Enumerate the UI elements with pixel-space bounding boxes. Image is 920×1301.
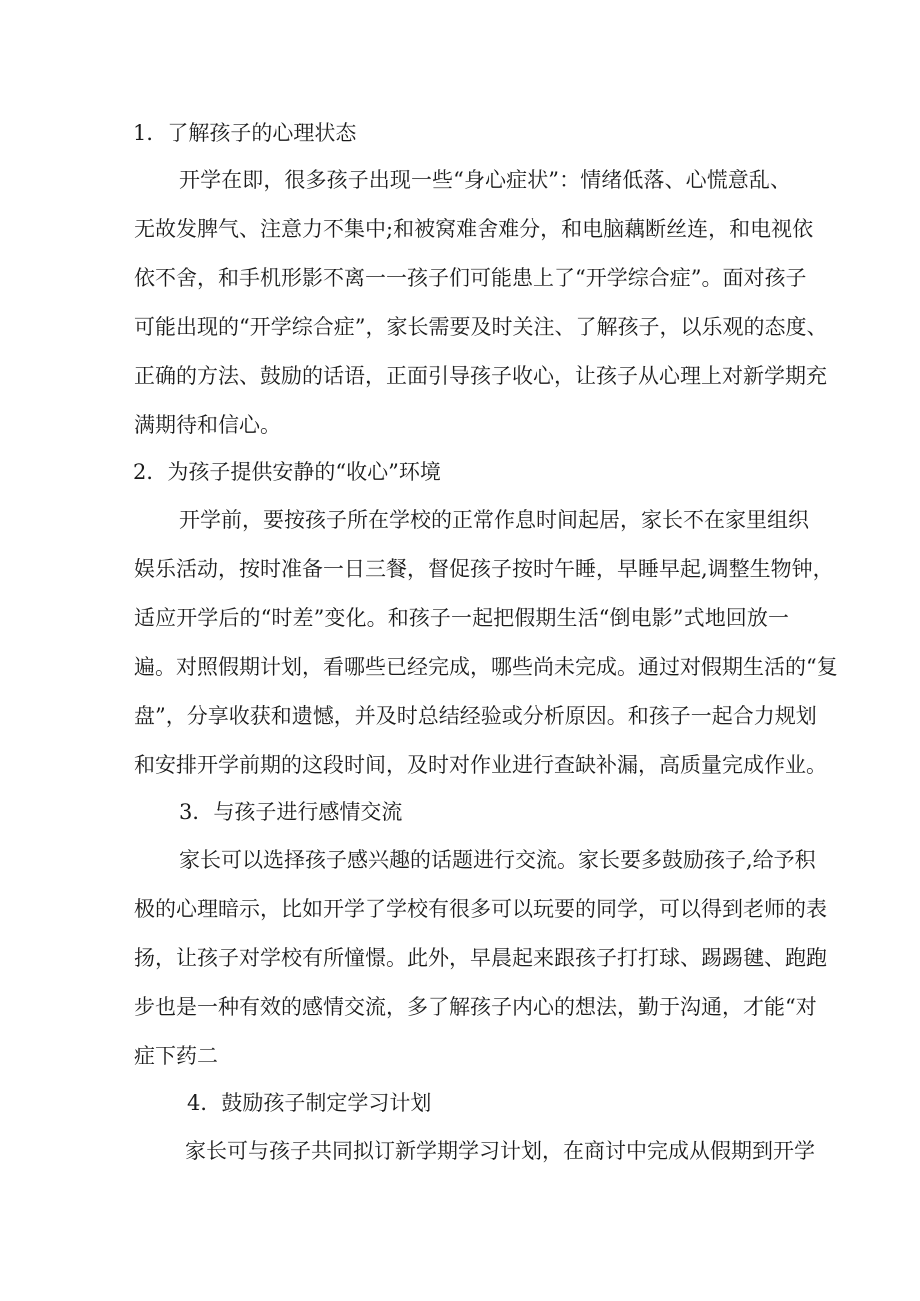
section-2-line-1: 开学前，要按孩子所在学校的正常作息时间起居，家长不在家里组织 xyxy=(179,508,809,532)
section-2-line-3: 适应开学后的“时差”变化。和孩子一起把假期生活“倒电影”式地回放一 xyxy=(134,606,789,630)
section-2-line-5: 盘”，分享收获和遗憾，并及时总结经验或分析原因。和孩子一起合力规划 xyxy=(134,704,817,728)
section-1-line-1: 开学在即，很多孩子出现一些“身心症状”：情绪低落、心慌意乱、 xyxy=(179,168,791,192)
section-1-line-2: 无故发脾气、注意力不集中;和被窝难舍难分，和电脑藕断丝连，和电视依 xyxy=(134,217,814,241)
section-2-heading: 2．为孩子提供安静的“收心”环境 xyxy=(133,460,441,484)
section-4-line-1: 家长可与孩子共同拟订新学期学习计划，在商讨中完成从假期到开学 xyxy=(185,1139,815,1163)
section-2-line-4: 遍。对照假期计划，看哪些已经完成，哪些尚未完成。通过对假期生活的“复 xyxy=(134,655,838,679)
section-1-line-6: 满期待和信心。 xyxy=(134,413,281,437)
section-3-line-1: 家长可以选择孩子感兴趣的话题进行交流。家长要多鼓励孩子,给予积 xyxy=(179,848,816,872)
section-3-line-3: 扬，让孩子对学校有所憧憬。此外，早晨起来跟孩子打打球、踢踢毽、跑跑 xyxy=(134,946,827,970)
section-4-heading: 4．鼓励孩子制定学习计划 xyxy=(187,1091,432,1115)
section-2-line-2: 娱乐活动，按时准备一日三餐，督促孩子按时午睡，早睡早起,调整生物钟， xyxy=(134,557,834,581)
section-2-line-6: 和安排开学前期的这段时间，及时对作业进行查缺补漏，高质量完成作业。 xyxy=(134,753,827,777)
section-1-heading: 1．了解孩子的心理状态 xyxy=(133,121,357,145)
section-3-heading: 3．与孩子进行感情交流 xyxy=(179,800,403,824)
section-1-line-4: 可能出现的“开学综合症”，家长需要及时关注、了解孩子，以乐观的态度、 xyxy=(134,315,828,339)
section-1-line-5: 正确的方法、鼓励的话语，正面引导孩子收心，让孩子从心理上对新学期充 xyxy=(134,364,827,388)
section-1-line-3: 依不舍，和手机形影不离一一孩子们可能患上了“开学综合症”。面对孩子 xyxy=(134,266,807,290)
section-3-line-5: 症下药二 xyxy=(134,1044,218,1068)
section-3-line-4: 步也是一种有效的感情交流，多了解孩子内心的想法，勤于沟通，才能“对 xyxy=(134,995,817,1019)
section-3-line-2: 极的心理暗示，比如开学了学校有很多可以玩要的同学，可以得到老师的表 xyxy=(134,897,827,921)
